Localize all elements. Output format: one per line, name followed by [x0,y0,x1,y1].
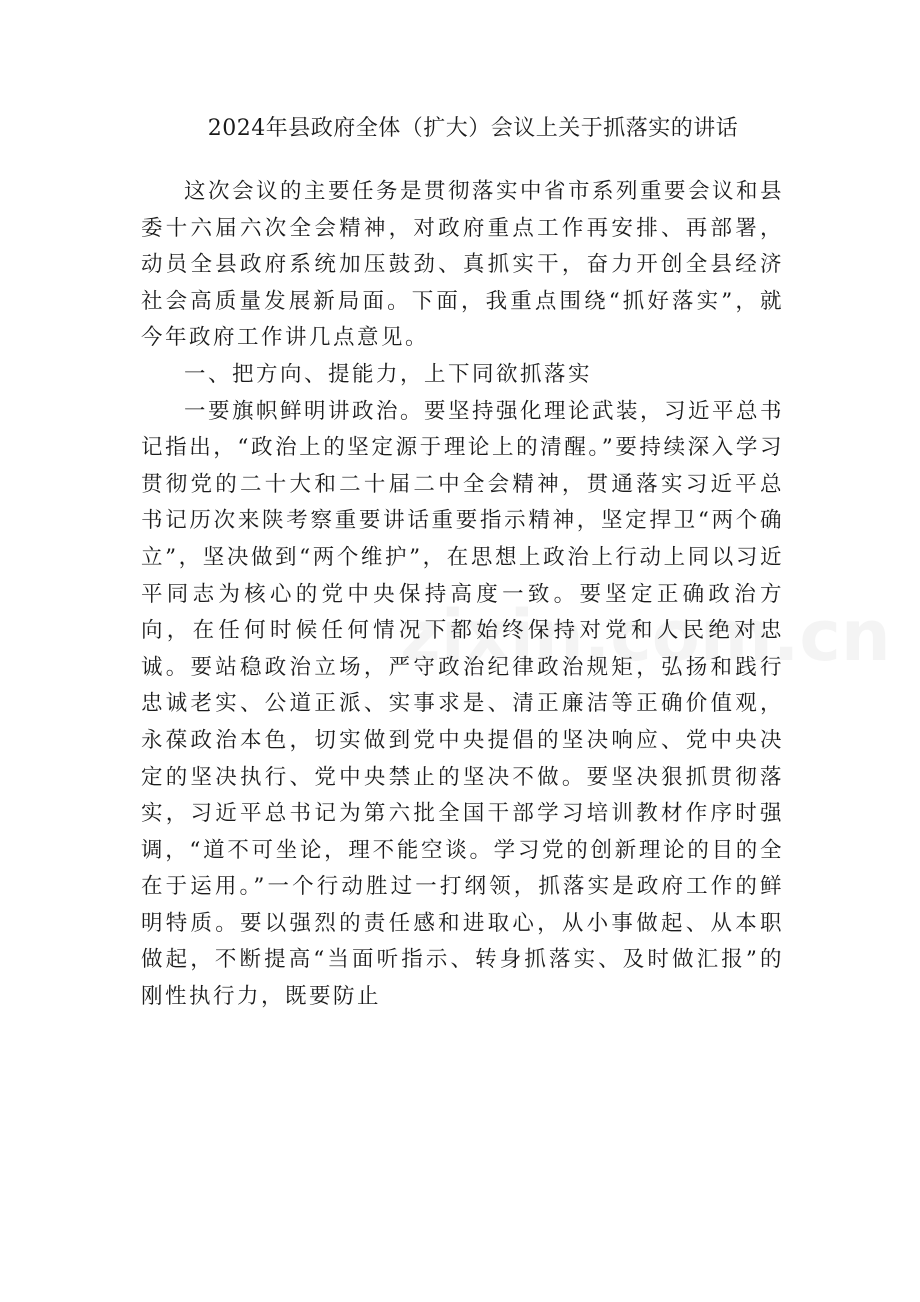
watermark [400,596,600,676]
section-heading: 一、把方向、提能力，上下同欲抓落实 [184,361,593,387]
intro-paragraph: 这次会议的主要任务是贯彻落实中省市系列重要会议和县委十六届六次全会精神，对政府重点工作再安排、再部署，动员全县政府系统加压鼓劲、真抓实干，奋力开创全县经济社会高质量发展新局面。下面，我重点围绕“抓好落实”，就今年政府工作讲几点意见。 [141,179,785,351]
body-paragraph: 一要旗帜鲜明讲政治。要坚持强化理论武装，习近平总书记指出，“政治上的坚定源于理论上的清醒。”要持续深入学习贯彻党的二十大和二十届二中全会精神，贯通落实习近平总书记历次来陕考察重要讲话重要指示精神，坚定捍卫“两个确立”，坚决做到“两个维护”，在思想上政治上行动上同以习近平同志为核心的党中央保持高度一致。要坚定正确政治方向，在任何时候任何情况下都始终保持对党和人民绝对忠诚。要站稳政治立场，严守政治纪律政治规矩，弘扬和践行忠诚老实、公道正派、实事求是、清正廉洁等正确价值观，永葆政治本色，切实做到党中央提倡的坚决响应、党中央决定的坚决执行、党中央禁止的坚决不做。要坚决狠抓贯彻落实，习近平总书记为第六批全国干部学习培训教材作序时强调，“道不可坐论，理不能空谈。学习党的创新理论的目的全在于运用。”一个行动胜过一打纲领，抓落实是政府工作的鲜明特质。要以强烈的责任感和进取心，从小事做起、从本职做起，不断提高“当面听指示、转身抓落实、及时做汇报”的刚性执行力，既要防止 [141,398,785,1010]
document-title: 2024年县政府全体（扩大）会议上关于抓落实的讲话 [207,116,739,141]
